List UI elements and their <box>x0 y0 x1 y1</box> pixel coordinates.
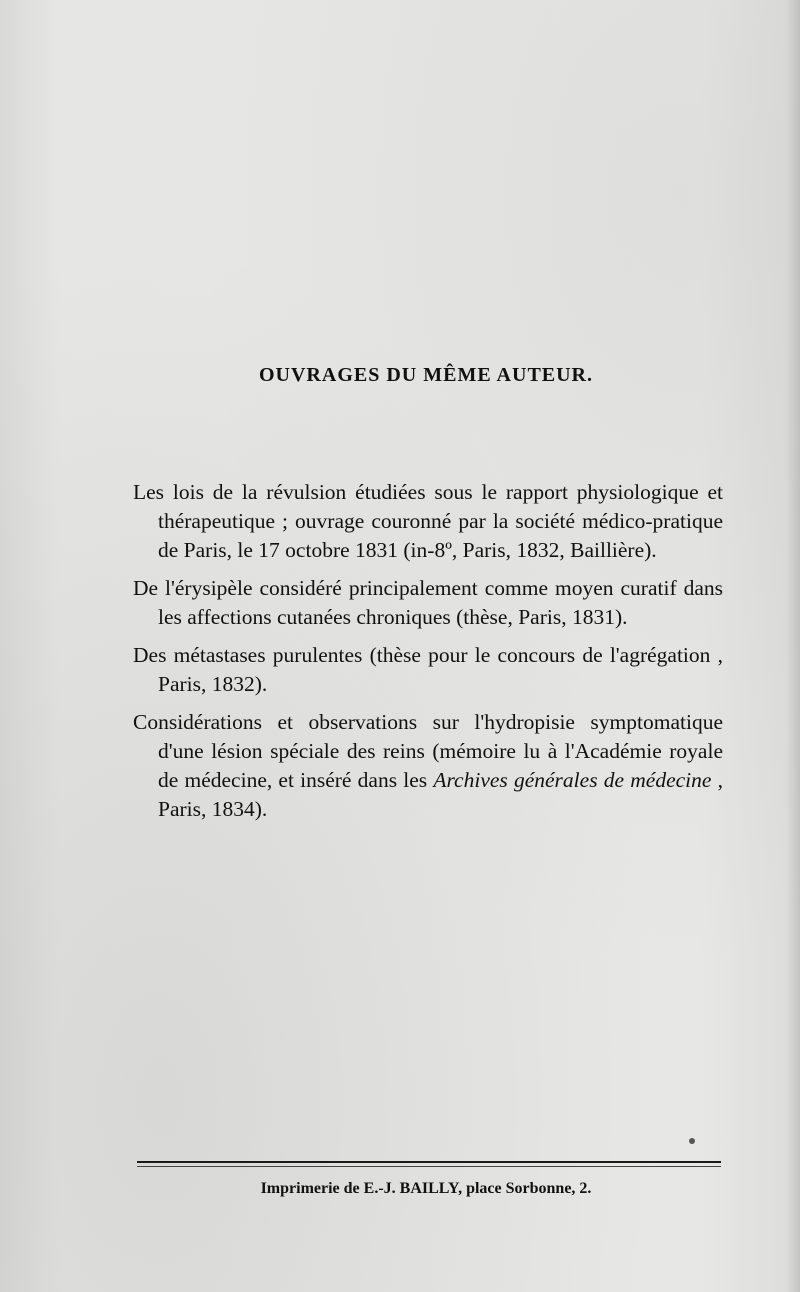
work-entry: Des métastases purulentes (thèse pour le concours de l'agrégation , Paris, 1832). <box>133 643 723 696</box>
work-entry: De l'érysipèle considéré principalement comme moyen curatif dans les affections cutanées chroniques (thèse, Paris, 1831). <box>133 576 723 629</box>
footer-rule-thin <box>137 1166 721 1167</box>
page-edge-shadow <box>786 0 800 1292</box>
printer-imprint: Imprimerie de E.-J. BAILLY, place Sorbonne, 2. <box>260 1180 592 1197</box>
ink-speck <box>689 1138 695 1144</box>
page-heading: OUVRAGES DU MÊME AUTEUR. <box>258 364 594 386</box>
work-text: Considérations et observations sur l'hydropisie symptomatique d'une lésion spéciale des reins (mémoire lu à l'Académie royale de médecine, et inséré dans les <box>133 710 723 792</box>
work-entry <box>133 708 723 824</box>
work-entry: Les lois de la révulsion étudiées sous le rapport physiologique et thérapeutique ; ouvrage couronné par la société médico-pratique de Paris, le 17 octobre 1831 (in-8º, Paris, 1832, Baillière). <box>133 480 723 562</box>
footer-rule <box>137 1161 721 1163</box>
works-list <box>133 478 723 833</box>
work-text: , Paris, 1834). <box>158 768 723 821</box>
work-journal-title: Archives générales de médecine <box>433 768 712 792</box>
